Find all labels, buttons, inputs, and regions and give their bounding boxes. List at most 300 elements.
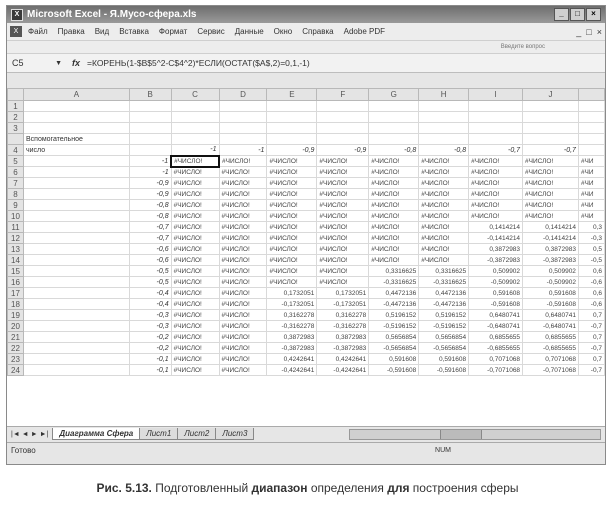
cell[interactable]: 0,3	[578, 222, 604, 233]
doc-close-button[interactable]: ×	[596, 26, 602, 37]
cell[interactable]	[469, 101, 523, 112]
cell[interactable]: -0,9	[317, 145, 369, 156]
cell[interactable]: -0,3316625	[419, 277, 469, 288]
column-header[interactable]: F	[317, 89, 369, 101]
cell[interactable]: #ЧИСЛО!	[219, 343, 267, 354]
cell[interactable]: -0,4	[129, 299, 171, 310]
row-header[interactable]: 22	[8, 343, 24, 354]
row-header[interactable]: 16	[8, 277, 24, 288]
cell[interactable]	[23, 200, 129, 211]
cell[interactable]: #ЧИСЛО!	[317, 244, 369, 255]
cell[interactable]: 0,7071068	[469, 354, 523, 365]
menu-item[interactable]: Вставка	[119, 27, 149, 36]
cell[interactable]: 0,1414214	[469, 222, 523, 233]
cell[interactable]: #ЧИСЛО!	[171, 354, 219, 365]
cell[interactable]: -0,591608	[419, 365, 469, 376]
cell[interactable]: #ЧИСЛО!	[469, 189, 523, 200]
menu-item[interactable]: Сервис	[197, 27, 225, 36]
select-all-corner[interactable]	[8, 89, 24, 101]
row-header[interactable]: 11	[8, 222, 24, 233]
cell[interactable]: #ЧИ	[578, 178, 604, 189]
cell[interactable]	[23, 321, 129, 332]
cell[interactable]: -1	[219, 145, 267, 156]
cell[interactable]: #ЧИСЛО!	[419, 211, 469, 222]
cell[interactable]: -0,7	[578, 321, 604, 332]
cell[interactable]: #ЧИСЛО!	[171, 266, 219, 277]
cell[interactable]: #ЧИСЛО!	[219, 310, 267, 321]
cell[interactable]: #ЧИСЛО!	[171, 343, 219, 354]
cell[interactable]: #ЧИСЛО!	[219, 189, 267, 200]
row-header[interactable]	[8, 134, 24, 145]
row-header[interactable]: 1	[8, 101, 24, 112]
tab-scroll-button[interactable]: ◄	[21, 430, 29, 438]
cell[interactable]: 0,1732051	[267, 288, 317, 299]
cell[interactable]: #ЧИСЛО!	[369, 233, 419, 244]
menu-item[interactable]: Вид	[94, 27, 110, 36]
cell[interactable]: #ЧИСЛО!	[171, 255, 219, 266]
cell[interactable]: -0,6	[129, 244, 171, 255]
menu-item[interactable]: Adobe PDF	[343, 27, 385, 36]
cell[interactable]: 0,5656854	[419, 332, 469, 343]
cell[interactable]: #ЧИСЛО!	[317, 277, 369, 288]
cell[interactable]: #ЧИСЛО!	[469, 178, 523, 189]
cell[interactable]: #ЧИ	[578, 167, 604, 178]
cell[interactable]: -1	[129, 156, 171, 167]
cell[interactable]: -0,3	[129, 310, 171, 321]
cell[interactable]	[267, 112, 317, 123]
cell[interactable]: -0,6855655	[523, 343, 579, 354]
cell[interactable]: -0,5	[578, 255, 604, 266]
cell[interactable]: 0,3872983	[523, 244, 579, 255]
cell[interactable]: 0,3316625	[419, 266, 469, 277]
cell[interactable]: -0,5656854	[369, 343, 419, 354]
row-header[interactable]: 9	[8, 200, 24, 211]
cell[interactable]	[523, 134, 579, 145]
row-header[interactable]: 21	[8, 332, 24, 343]
cell[interactable]: #ЧИСЛО!	[219, 178, 267, 189]
cell[interactable]	[317, 101, 369, 112]
cell[interactable]: -0,1732051	[317, 299, 369, 310]
cell[interactable]	[419, 134, 469, 145]
cell[interactable]: 0,3316625	[369, 266, 419, 277]
row-header[interactable]: 17	[8, 288, 24, 299]
cell[interactable]: 0,4472136	[419, 288, 469, 299]
cell[interactable]	[219, 112, 267, 123]
cell[interactable]: -0,3162278	[317, 321, 369, 332]
cell[interactable]	[369, 101, 419, 112]
function-icon[interactable]: fx	[71, 58, 80, 68]
menu-item[interactable]: Формат	[158, 27, 188, 36]
row-header[interactable]: 24	[8, 365, 24, 376]
row-header[interactable]: 18	[8, 299, 24, 310]
workbook-icon[interactable]: X	[10, 26, 22, 37]
cell[interactable]: 0,6480741	[469, 310, 523, 321]
cell[interactable]: число	[23, 145, 129, 156]
cell[interactable]	[369, 134, 419, 145]
cell[interactable]: -0,8	[369, 145, 419, 156]
cell[interactable]	[23, 277, 129, 288]
cell[interactable]: #ЧИСЛО!	[469, 156, 523, 167]
cell[interactable]: -0,8	[129, 200, 171, 211]
cell[interactable]: #ЧИСЛО!	[171, 310, 219, 321]
cell[interactable]	[23, 288, 129, 299]
cell[interactable]: 0,6	[578, 288, 604, 299]
cell[interactable]: #ЧИСЛО!	[317, 200, 369, 211]
column-header[interactable]: D	[219, 89, 267, 101]
cell[interactable]	[23, 167, 129, 178]
cell[interactable]: #ЧИ	[578, 211, 604, 222]
cell[interactable]: #ЧИСЛО!	[317, 222, 369, 233]
cell[interactable]: #ЧИСЛО!	[171, 233, 219, 244]
sheet-tab[interactable]: Лист1	[139, 428, 178, 440]
cell[interactable]: #ЧИСЛО!	[317, 189, 369, 200]
row-header[interactable]: 15	[8, 266, 24, 277]
cell[interactable]: 0,6480741	[523, 310, 579, 321]
cell[interactable]: #ЧИСЛО!	[369, 200, 419, 211]
cell[interactable]: #ЧИСЛО!	[523, 200, 579, 211]
row-header[interactable]: 20	[8, 321, 24, 332]
cell[interactable]: #ЧИСЛО!	[219, 332, 267, 343]
cell[interactable]: #ЧИСЛО!	[267, 178, 317, 189]
row-header[interactable]: 7	[8, 178, 24, 189]
cell[interactable]: #ЧИСЛО!	[267, 167, 317, 178]
cell[interactable]: #ЧИСЛО!	[369, 167, 419, 178]
cell[interactable]: -0,5196152	[419, 321, 469, 332]
cell[interactable]: #ЧИСЛО!	[219, 156, 267, 167]
chevron-down-icon[interactable]: ▼	[55, 59, 62, 67]
cell[interactable]: -0,1414214	[469, 233, 523, 244]
cell[interactable]: #ЧИСЛО!	[171, 211, 219, 222]
cell[interactable]: #ЧИСЛО!	[219, 200, 267, 211]
cell[interactable]: #ЧИСЛО!	[317, 266, 369, 277]
cell[interactable]: 0,7	[578, 332, 604, 343]
cell[interactable]: -0,5	[129, 277, 171, 288]
tab-scroll-button[interactable]: ►|	[39, 430, 49, 438]
cell[interactable]: #ЧИСЛО!	[267, 255, 317, 266]
cell[interactable]	[23, 365, 129, 376]
cell[interactable]: -0,4472136	[419, 299, 469, 310]
cell[interactable]: 0,6855655	[469, 332, 523, 343]
cell[interactable]	[469, 123, 523, 134]
cell[interactable]	[219, 134, 267, 145]
sheet-tab[interactable]: Лист2	[177, 428, 216, 440]
cell[interactable]: -0,1	[129, 354, 171, 365]
cell[interactable]: -0,9	[129, 189, 171, 200]
column-header[interactable]: B	[129, 89, 171, 101]
cell[interactable]: -0,591608	[369, 365, 419, 376]
cell[interactable]: #ЧИ	[578, 200, 604, 211]
cell[interactable]	[129, 123, 171, 134]
cell[interactable]: #ЧИСЛО!	[219, 266, 267, 277]
cell[interactable]: -0,7071068	[523, 365, 579, 376]
cell[interactable]	[23, 343, 129, 354]
cell[interactable]: #ЧИСЛО!	[369, 244, 419, 255]
cell[interactable]: 0,591608	[469, 288, 523, 299]
cell[interactable]: -0,6	[578, 299, 604, 310]
cell[interactable]: -0,8	[129, 211, 171, 222]
cell[interactable]: #ЧИСЛО!	[171, 156, 219, 167]
cell[interactable]	[578, 134, 604, 145]
cell[interactable]: #ЧИСЛО!	[219, 277, 267, 288]
cell[interactable]: -0,4472136	[369, 299, 419, 310]
cell[interactable]	[578, 112, 604, 123]
cell[interactable]: 0,509902	[469, 266, 523, 277]
cell[interactable]: -0,4242641	[317, 365, 369, 376]
cell[interactable]: #ЧИСЛО!	[317, 233, 369, 244]
cell[interactable]	[523, 123, 579, 134]
menu-item[interactable]: Справка	[302, 27, 334, 36]
tab-scroll-button[interactable]: |◄	[11, 430, 20, 438]
cell[interactable]: #ЧИСЛО!	[469, 167, 523, 178]
row-header[interactable]: 23	[8, 354, 24, 365]
cell[interactable]: -0,3	[578, 233, 604, 244]
cell[interactable]: 0,7	[578, 310, 604, 321]
cell[interactable]: 0,7	[578, 354, 604, 365]
cell[interactable]: -0,591608	[523, 299, 579, 310]
row-header[interactable]: 13	[8, 244, 24, 255]
cell[interactable]	[317, 112, 369, 123]
tab-scroll-button[interactable]: ►	[30, 430, 38, 438]
cell[interactable]: -0,509902	[469, 277, 523, 288]
cell[interactable]: #ЧИСЛО!	[171, 299, 219, 310]
cell[interactable]	[23, 354, 129, 365]
cell[interactable]: -0,7	[129, 222, 171, 233]
row-header[interactable]: 12	[8, 233, 24, 244]
cell[interactable]: #ЧИСЛО!	[267, 189, 317, 200]
cell[interactable]: #ЧИСЛО!	[317, 255, 369, 266]
cell[interactable]: #ЧИСЛО!	[219, 299, 267, 310]
cell[interactable]: -0,2	[129, 343, 171, 354]
cell[interactable]	[171, 123, 219, 134]
cell[interactable]: -0,3162278	[267, 321, 317, 332]
cell[interactable]: #ЧИСЛО!	[171, 189, 219, 200]
cell[interactable]: 0,5196152	[369, 310, 419, 321]
cell[interactable]: -0,3872983	[317, 343, 369, 354]
cell[interactable]: -1	[171, 145, 219, 156]
formula-input[interactable]: =КОРЕНЬ(1-$B$5^2-C$4^2)*ЕСЛИ(ОСТАТ($A$,2)=0,1,-1)	[87, 58, 310, 68]
cell[interactable]: #ЧИ	[578, 156, 604, 167]
cell[interactable]	[23, 332, 129, 343]
cell[interactable]: #ЧИСЛО!	[317, 211, 369, 222]
row-header[interactable]: 2	[8, 112, 24, 123]
row-header[interactable]: 19	[8, 310, 24, 321]
horizontal-scrollbar[interactable]	[349, 429, 601, 440]
menu-item[interactable]: Правка	[57, 27, 85, 36]
cell[interactable]	[23, 123, 129, 134]
cell[interactable]	[523, 112, 579, 123]
menu-item[interactable]: Файл	[28, 27, 48, 36]
cell[interactable]: -0,7	[129, 233, 171, 244]
cell[interactable]: -0,1	[129, 365, 171, 376]
row-header[interactable]: 5	[8, 156, 24, 167]
cell[interactable]: #ЧИСЛО!	[219, 321, 267, 332]
column-header[interactable]: H	[419, 89, 469, 101]
cell[interactable]: #ЧИСЛО!	[469, 200, 523, 211]
cell[interactable]: #ЧИСЛО!	[419, 255, 469, 266]
cell[interactable]: #ЧИСЛО!	[267, 222, 317, 233]
cell[interactable]	[369, 112, 419, 123]
help-search[interactable]: Введите вопрос	[7, 41, 605, 53]
cell[interactable]: 0,6	[578, 266, 604, 277]
cell[interactable]: -0,3872983	[469, 255, 523, 266]
cell[interactable]: 0,5196152	[419, 310, 469, 321]
cell[interactable]: #ЧИСЛО!	[171, 277, 219, 288]
cell[interactable]: 0,3872983	[317, 332, 369, 343]
cell[interactable]: #ЧИСЛО!	[369, 178, 419, 189]
cell[interactable]: #ЧИСЛО!	[267, 266, 317, 277]
cell[interactable]: #ЧИСЛО!	[419, 200, 469, 211]
cell[interactable]: #ЧИСЛО!	[317, 156, 369, 167]
cell[interactable]: #ЧИСЛО!	[171, 332, 219, 343]
cell[interactable]	[469, 134, 523, 145]
cell[interactable]: 0,591608	[419, 354, 469, 365]
cell[interactable]: #ЧИСЛО!	[171, 365, 219, 376]
minimize-button[interactable]: _	[554, 8, 569, 21]
cell[interactable]: #ЧИСЛО!	[219, 244, 267, 255]
cell[interactable]: 0,3872983	[267, 332, 317, 343]
column-header[interactable]: G	[369, 89, 419, 101]
cell[interactable]: #ЧИСЛО!	[219, 288, 267, 299]
cell[interactable]	[129, 112, 171, 123]
cell[interactable]: #ЧИСЛО!	[219, 167, 267, 178]
sheet-tab[interactable]: Лист3	[215, 428, 254, 440]
cell[interactable]: 0,6855655	[523, 332, 579, 343]
cell[interactable]	[469, 112, 523, 123]
row-header[interactable]: 8	[8, 189, 24, 200]
cell[interactable]	[317, 134, 369, 145]
maximize-button[interactable]: □	[570, 8, 585, 21]
cell[interactable]: -0,5	[129, 266, 171, 277]
cell[interactable]: #ЧИСЛО!	[171, 178, 219, 189]
cell[interactable]: #ЧИСЛО!	[171, 200, 219, 211]
cell[interactable]	[23, 189, 129, 200]
cell[interactable]: #ЧИСЛО!	[267, 211, 317, 222]
cell[interactable]	[129, 134, 171, 145]
cell[interactable]: #ЧИСЛО!	[317, 167, 369, 178]
cell[interactable]: #ЧИСЛО!	[267, 200, 317, 211]
cell[interactable]: #ЧИСЛО!	[419, 178, 469, 189]
cell[interactable]: 0,3162278	[317, 310, 369, 321]
cell[interactable]: #ЧИСЛО!	[219, 211, 267, 222]
cell[interactable]	[23, 266, 129, 277]
cell[interactable]: #ЧИСЛО!	[219, 365, 267, 376]
cell[interactable]: -0,3	[129, 321, 171, 332]
cell[interactable]: #ЧИСЛО!	[369, 211, 419, 222]
cell[interactable]: -0,1732051	[267, 299, 317, 310]
cell[interactable]	[523, 101, 579, 112]
close-button[interactable]: ×	[586, 8, 601, 21]
cell[interactable]: -0,8	[419, 145, 469, 156]
cell[interactable]: #ЧИСЛО!	[369, 222, 419, 233]
cell[interactable]: -0,6855655	[469, 343, 523, 354]
cell[interactable]: -0,3316625	[369, 277, 419, 288]
cell[interactable]	[23, 112, 129, 123]
cell[interactable]: #ЧИСЛО!	[419, 156, 469, 167]
cell[interactable]: #ЧИСЛО!	[419, 222, 469, 233]
cell[interactable]: #ЧИСЛО!	[419, 233, 469, 244]
cell[interactable]: -0,6	[129, 255, 171, 266]
row-header[interactable]: 3	[8, 123, 24, 134]
scrollbar-thumb[interactable]	[440, 430, 482, 439]
menu-item[interactable]: Данные	[234, 27, 264, 36]
cell[interactable]	[578, 145, 604, 156]
cell[interactable]: 0,7071068	[523, 354, 579, 365]
cell[interactable]: -0,4242641	[267, 365, 317, 376]
cell[interactable]: #ЧИСЛО!	[523, 189, 579, 200]
cell[interactable]	[23, 211, 129, 222]
cell[interactable]: 0,5	[578, 244, 604, 255]
cell[interactable]	[23, 101, 129, 112]
cell[interactable]: 0,4242641	[267, 354, 317, 365]
row-header[interactable]: 4	[8, 145, 24, 156]
cell[interactable]: 0,591608	[369, 354, 419, 365]
cell[interactable]: #ЧИСЛО!	[369, 255, 419, 266]
cell[interactable]: #ЧИСЛО!	[523, 211, 579, 222]
cell[interactable]: #ЧИСЛО!	[369, 189, 419, 200]
cell[interactable]	[369, 123, 419, 134]
cell[interactable]: #ЧИСЛО!	[523, 167, 579, 178]
cell[interactable]	[578, 101, 604, 112]
cell[interactable]: -0,3872983	[267, 343, 317, 354]
cell[interactable]: #ЧИСЛО!	[369, 156, 419, 167]
cell[interactable]: -0,7	[578, 343, 604, 354]
cell[interactable]	[23, 233, 129, 244]
worksheet-grid[interactable]	[7, 88, 605, 426]
cell[interactable]: 0,509902	[523, 266, 579, 277]
cell[interactable]: -0,1414214	[523, 233, 579, 244]
cell[interactable]	[219, 101, 267, 112]
cell[interactable]	[171, 112, 219, 123]
cell[interactable]	[23, 222, 129, 233]
cell[interactable]: -0,7	[578, 365, 604, 376]
cell[interactable]: #ЧИСЛО!	[267, 244, 317, 255]
column-header[interactable]: E	[267, 89, 317, 101]
column-header[interactable]: C	[171, 89, 219, 101]
cell[interactable]: #ЧИСЛО!	[171, 244, 219, 255]
cell[interactable]: 0,591608	[523, 288, 579, 299]
cell[interactable]: #ЧИСЛО!	[219, 354, 267, 365]
cell[interactable]: #ЧИСЛО!	[267, 156, 317, 167]
cell[interactable]: -1	[129, 167, 171, 178]
cell[interactable]: -0,5196152	[369, 321, 419, 332]
cell[interactable]	[578, 123, 604, 134]
cell[interactable]: #ЧИСЛО!	[267, 277, 317, 288]
doc-minimize-button[interactable]: _	[576, 26, 582, 37]
cell[interactable]: 0,3162278	[267, 310, 317, 321]
cell[interactable]: #ЧИ	[578, 189, 604, 200]
cell[interactable]: -0,3872983	[523, 255, 579, 266]
name-box[interactable]	[9, 57, 65, 70]
cell[interactable]: Вспомогательное	[23, 134, 129, 145]
cell[interactable]	[129, 145, 171, 156]
cell[interactable]: #ЧИСЛО!	[419, 167, 469, 178]
cell[interactable]	[23, 299, 129, 310]
cell[interactable]: -0,4	[129, 288, 171, 299]
cell[interactable]: 0,1732051	[317, 288, 369, 299]
cell[interactable]: #ЧИСЛО!	[219, 255, 267, 266]
cell[interactable]	[419, 112, 469, 123]
cell[interactable]: #ЧИСЛО!	[523, 178, 579, 189]
cell[interactable]	[23, 244, 129, 255]
cell[interactable]: -0,6480741	[469, 321, 523, 332]
cell[interactable]: 0,4242641	[317, 354, 369, 365]
column-header[interactable]: J	[523, 89, 579, 101]
cell[interactable]: #ЧИСЛО!	[469, 211, 523, 222]
cell[interactable]: #ЧИСЛО!	[219, 222, 267, 233]
column-header[interactable]: I	[469, 89, 523, 101]
cell[interactable]: -0,9	[129, 178, 171, 189]
column-header[interactable]: A	[23, 89, 129, 101]
